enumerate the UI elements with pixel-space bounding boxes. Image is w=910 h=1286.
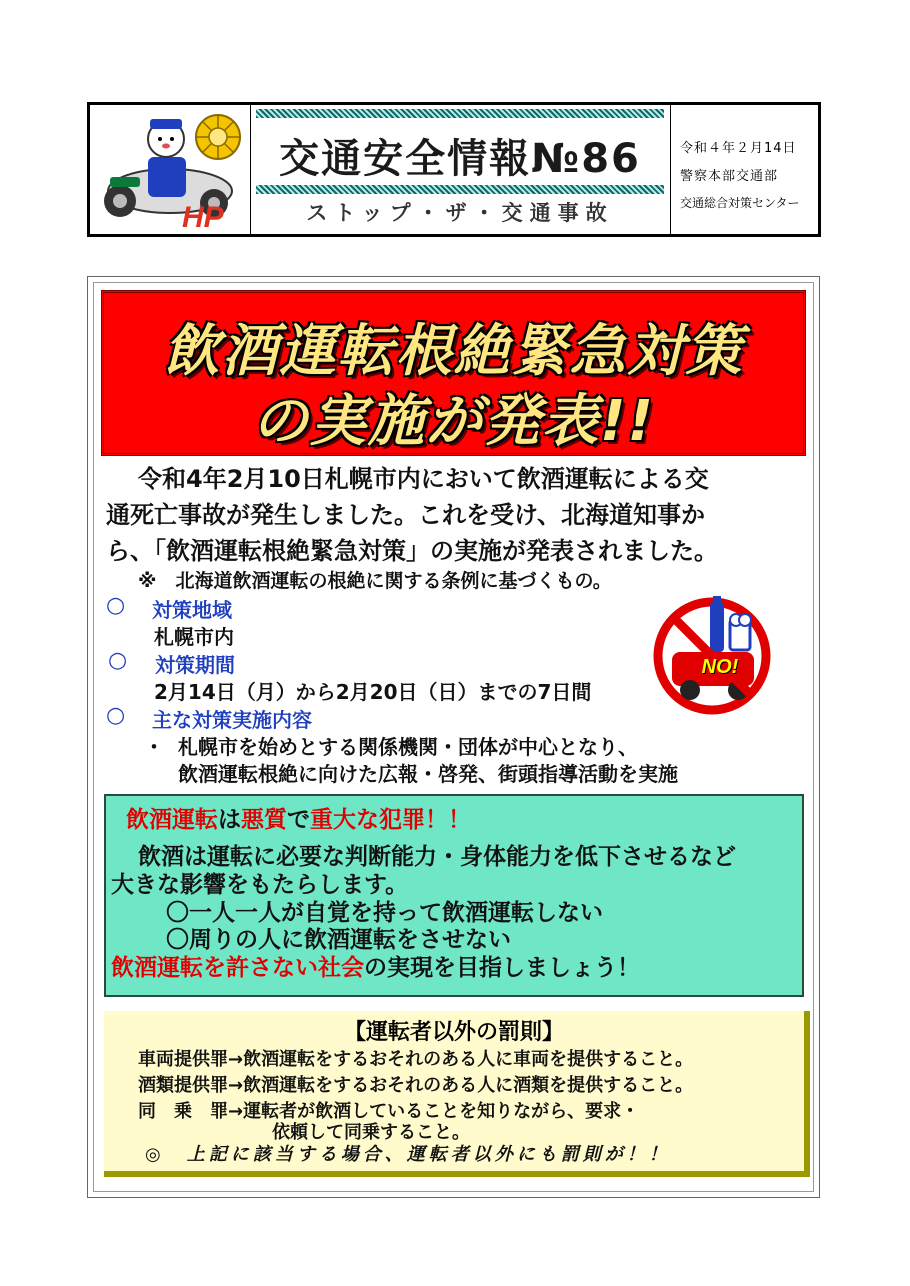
penalty-title: 【運転者以外の罰則】 [343,1020,564,1045]
warning-heading-part: 飲酒運転 [126,807,218,833]
bullet-circle: ○ [106,593,126,618]
issuer-info [670,105,818,234]
title-area [250,105,671,234]
page-title: 交通安全情報№86 [279,136,641,182]
intro-line-1: 令和4年2月10日札幌市内において飲酒運転による交 [138,465,709,493]
issuer-center: 交通総合対策センター [680,196,800,210]
penalty-line-5: ◎ 上記に該当する場合、運転者以外にも罰則が！！ [145,1144,671,1165]
banner-line-1: 飲酒運転根絶緊急対策 [163,319,744,384]
issue-date: 令和４年２月14日 [680,141,797,156]
content-line-1: 札幌市を始めとする関係機関・団体が中心となり、 [178,735,638,759]
intro-note: ※ 北海道飲酒運転の根絶に関する条例に基づくもの。 [138,570,612,592]
period-value: 2月14日（月）から2月20日（日）までの7日間 [154,680,592,704]
warning-heading-part: は [218,807,241,833]
page-subtitle: ストップ・ザ・交通事故 [306,201,614,225]
police-mascot-logo [90,105,251,234]
mascot-illustration-icon [90,105,250,234]
period-heading: 対策期間 [155,653,235,677]
warning-line-3: 〇一人一人が自覚を持って飲酒運転しない [166,900,603,926]
headline-banner [101,290,806,456]
issuer-dept: 警察本部交通部 [680,169,779,184]
penalty-line-1: 車両提供罪→飲酒運転をするおそれのある人に車両を提供すること。 [138,1049,694,1070]
penalty-line-4: 依頼して同乗すること。 [272,1122,470,1143]
warning-heading [126,801,471,834]
intro-line-3: ら、「飲酒運転根絶緊急対策」の実施が発表されました。 [106,537,718,565]
content-dot: ・ [144,735,164,759]
warning-line-2: 大きな影響をもたらします。 [111,872,409,898]
warning-line-1: 飲酒は運転に必要な判断能力・身体能力を低下させるなど [138,844,736,870]
warning-line-4: 〇周りの人に飲酒運転をさせない [166,927,511,953]
warning-heading-part: で [287,807,310,833]
warning-heading-part: 重大な犯罪！！ [310,807,471,833]
penalty-line-2: 酒類提供罪→飲酒運転をするおそれのある人に酒類を提供すること。 [138,1075,694,1096]
bullet-circle: ○ [106,703,126,728]
hp-logo-text: HP [182,201,224,234]
area-value: 札幌市内 [154,625,234,649]
warning-line-5-rest: の実現を目指しましょう！ [364,955,640,981]
no-sign-label: NO! [701,656,739,678]
content-heading: 主な対策実施内容 [152,708,312,732]
warning-heading-part: 悪質 [241,807,287,833]
intro-line-2: 通死亡事故が発生しました。これを受け、北海道知事か [106,501,706,529]
content-line-2: 飲酒運転根絶に向けた広報・啓発、街頭指導活動を実施 [178,762,678,786]
bottom-stripe [256,185,664,194]
top-stripe [256,109,664,118]
warning-line-5 [111,949,640,982]
area-heading: 対策地域 [152,598,232,622]
penalty-line-3: 同 乗 罪→運転者が飲酒していることを知りながら、要求・ [138,1101,640,1122]
header-box [87,102,821,237]
banner-line-2: の実施が発表!! [251,389,656,454]
bullet-circle: ○ [108,648,128,673]
warning-line-5-red: 飲酒運転を許さない社会 [111,955,364,981]
